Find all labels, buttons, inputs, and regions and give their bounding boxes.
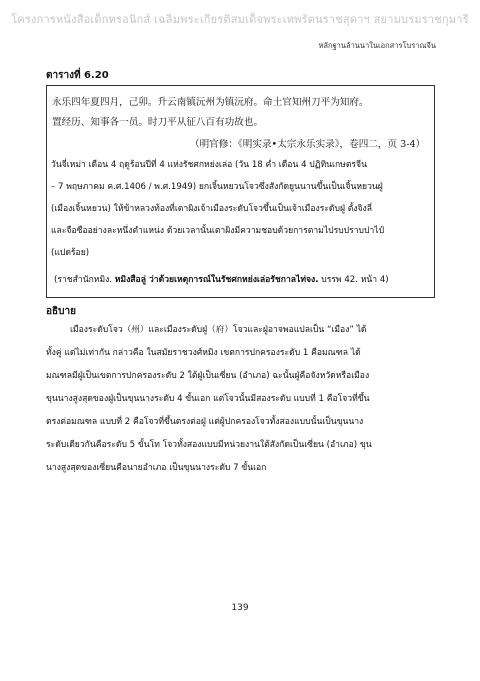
thai-translation-line: วันจี่เหม่า เดือน 4 ฤดูร้อนปีที่ 4 แห่งรัชศกหย่งเล่อ (วัน 18 ค่ำ เดือน 4 ปฏิทินเกษตรจีน <box>51 160 367 170</box>
paragraph-line: ระดับเดียวกันคือระดับ 5 ขั้นโท โจวทั้งสองแบบมีหน่วยงานใต้สังกัดเป็นเซี่ยน (อำเภอ) ขุน <box>46 440 372 450</box>
thai-translation-line: และจือซืออย่างละหนึ่งตำแหน่ง ด้วยเวลานั้นเตาผิงมีความชอบด้วยการตามไปรบปราบปาไป๋ <box>51 226 385 236</box>
chinese-source-citation: （明官修：《明实录•太宗永乐实录》，卷四二，页 3-4） <box>190 139 426 150</box>
paragraph-line: เมืองระดับโจว（州）และเมืองระดับฝู่（府）โจวและฝู่อาจพอแปลเป็น “เมือง” ได้ <box>70 325 367 335</box>
citation-suffix: บรรพ 42. หน้า 4) <box>318 275 389 285</box>
paragraph-line: ทั้งคู่ แต่ไม่เท่ากัน กล่าวคือ ในสมัยราชวงศ์หมิง เขตการปกครองระดับ 1 คือมณฑล ได้ <box>46 348 361 358</box>
paragraph-line: ตรงต่อมณฑล แบบที่ 2 คือโจวที่ขึ้นตรงต่อฝู่ แต่ผู้ปกครองโจวทั้งสองแบบนั้นเป็นขุนนาง <box>46 417 364 427</box>
citation-title: หมิงสือลู่ ว่าด้วยเหตุการณ์ในรัชศกหย่งเล่อรัชกาลไท่จง. <box>114 275 319 285</box>
chinese-line: 置经历、知事各一员。时刀平从征八百有功故也。 <box>52 117 264 128</box>
header-banner: โครงการหนังสือเด็กทรอนิกส์ เฉลิมพระเกียรติสมเด็จพระเทพรัตนราชสุดาฯ สยามบรมราชกุมารี <box>11 13 469 26</box>
chinese-line: 永乐四年夏四月，己卯。升云南镇沅州为镇沅府。命土官知州刀平为知府。 <box>52 97 369 108</box>
section-title: อธิบาย <box>46 306 76 317</box>
paragraph-line: มณฑลมีฝู่เป็นเขตการปกครองระดับ 2 ใต้ฝู่เป็นเซี่ยน (อำเภอ) ฉะนั้นฝู่คือจังหวัดหรือเมือง <box>46 371 370 381</box>
table-title: ตารางที่ 6.20 <box>46 70 109 81</box>
paragraph-line: ขุนนางสูงสุดของฝู่เป็นขุนนางระดับ 4 ขั้นเอก แต่โจวนั้นมีสองระดับ แบบที่ 1 คือโจวที่ขึ้น <box>46 394 370 404</box>
citation-prefix: (ราชสำนักหมิง. <box>54 275 115 285</box>
paragraph-line: นางสูงสุดของเซี่ยนคือนายอำเภอ เป็นขุนนางระดับ 7 ขั้นเอก <box>46 463 267 473</box>
page-number: 139 <box>231 603 249 613</box>
thai-translation-line: (เมืองเจิ้นหยวน) ให้ข้าหลวงท้องที่เตาผิงเจ้าเมืองระดับโจวขึ้นเป็นเจ้าเมืองระดับฝู่ ตั้งจิงลี่ <box>51 204 373 214</box>
thai-translation-line: (แปดร้อย) <box>51 248 90 258</box>
document-subtitle: หลักฐานล้านนาในเอกสารโบราณจีน <box>318 41 436 50</box>
thai-source-citation <box>54 272 389 286</box>
thai-translation-line: – 7 พฤษภาคม ค.ศ.1406 / พ.ศ.1949) ยกเจิ้นหยวนโจวซึ่งสังกัดยูนนานขึ้นเป็นเจิ้นหยวนฝู่ <box>51 182 383 192</box>
